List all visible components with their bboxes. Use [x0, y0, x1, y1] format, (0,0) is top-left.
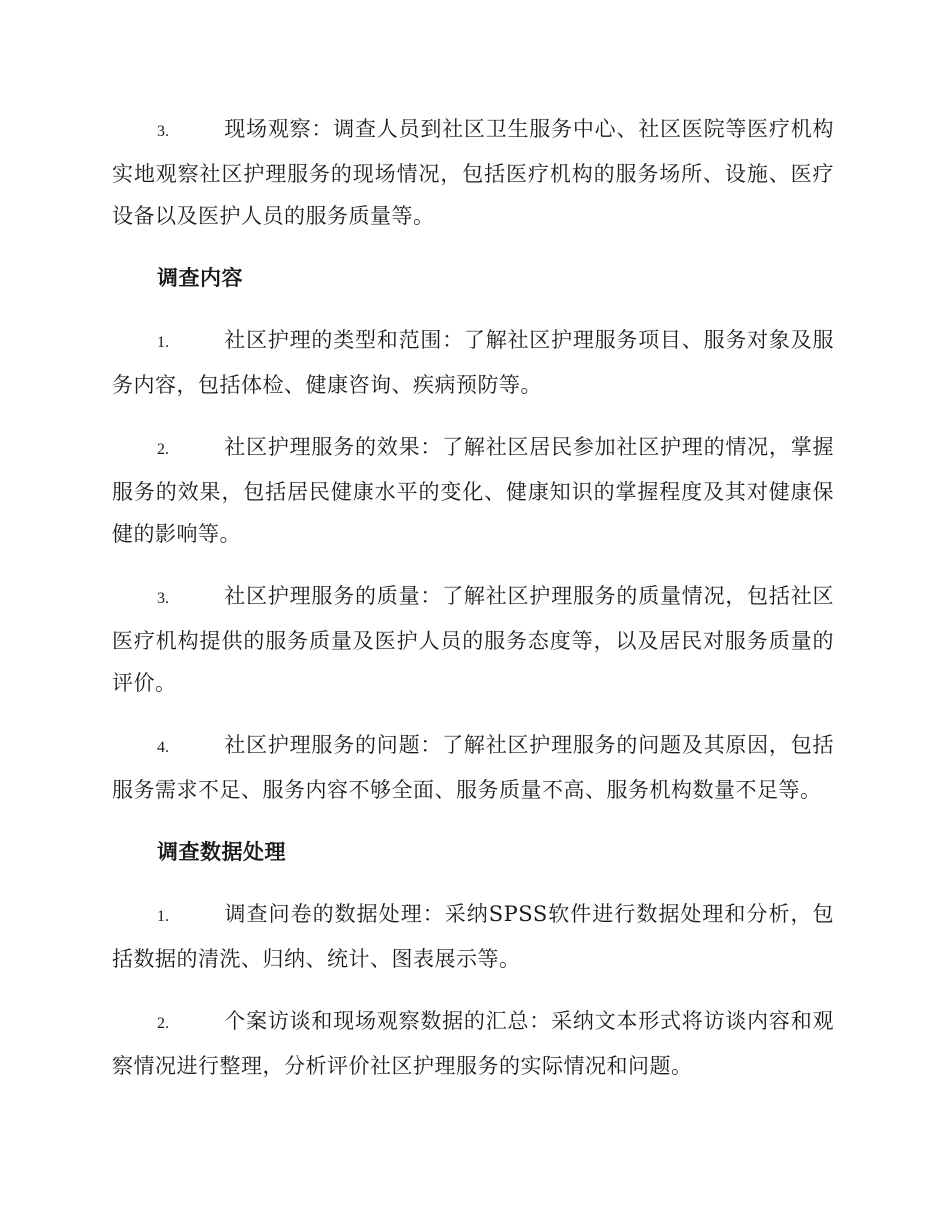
item-text: 个案访谈和现场观察数据的汇总：采纳文本形式将访谈内容和观察情况进行整理，分析评价社区护理服务的实际情况和问题。 [112, 1009, 834, 1078]
document-page [112, 108, 834, 1107]
list-item [112, 1000, 834, 1087]
list-item [112, 108, 834, 237]
item-number: 2. [157, 441, 169, 458]
item-number: 2. [157, 1015, 169, 1032]
list-item [112, 575, 834, 704]
item-number: 3. [157, 590, 169, 607]
list-item [112, 319, 834, 406]
item-number: 3. [157, 123, 169, 140]
item-text: 社区护理服务的效果：了解社区居民参加社区护理的情况，掌握服务的效果，包括居民健康水平的变化、健康知识的掌握程度及其对健康保健的影响等。 [112, 435, 834, 546]
item-number: 1. [157, 334, 169, 351]
item-number: 4. [157, 739, 169, 756]
item-text: 社区护理服务的问题：了解社区护理服务的问题及其原因，包括服务需求不足、服务内容不够全面、服务质量不高、服务机构数量不足等。 [112, 733, 834, 802]
item-text: 社区护理服务的质量：了解社区护理服务的质量情况，包括社区医疗机构提供的服务质量及医护人员的服务态度等，以及居民对服务质量的评价。 [112, 584, 834, 695]
item-text: 调查问卷的数据处理：采纳SPSS软件进行数据处理和分析，包括数据的清洗、归纳、统计、图表展示等。 [112, 902, 834, 971]
list-item [112, 893, 834, 980]
section-heading: 调查内容 [157, 266, 243, 290]
item-number: 1. [157, 908, 169, 925]
item-text: 现场观察：调查人员到社区卫生服务中心、社区医院等医疗机构实地观察社区护理服务的现场情况，包括医疗机构的服务场所、设施、医疗设备以及医护人员的服务质量等。 [112, 117, 834, 228]
item-text: 社区护理的类型和范围：了解社区护理服务项目、服务对象及服务内容，包括体检、健康咨询、疾病预防等。 [112, 328, 834, 397]
list-item [112, 724, 834, 811]
list-item [112, 426, 834, 555]
section-heading: 调查数据处理 [157, 840, 286, 864]
